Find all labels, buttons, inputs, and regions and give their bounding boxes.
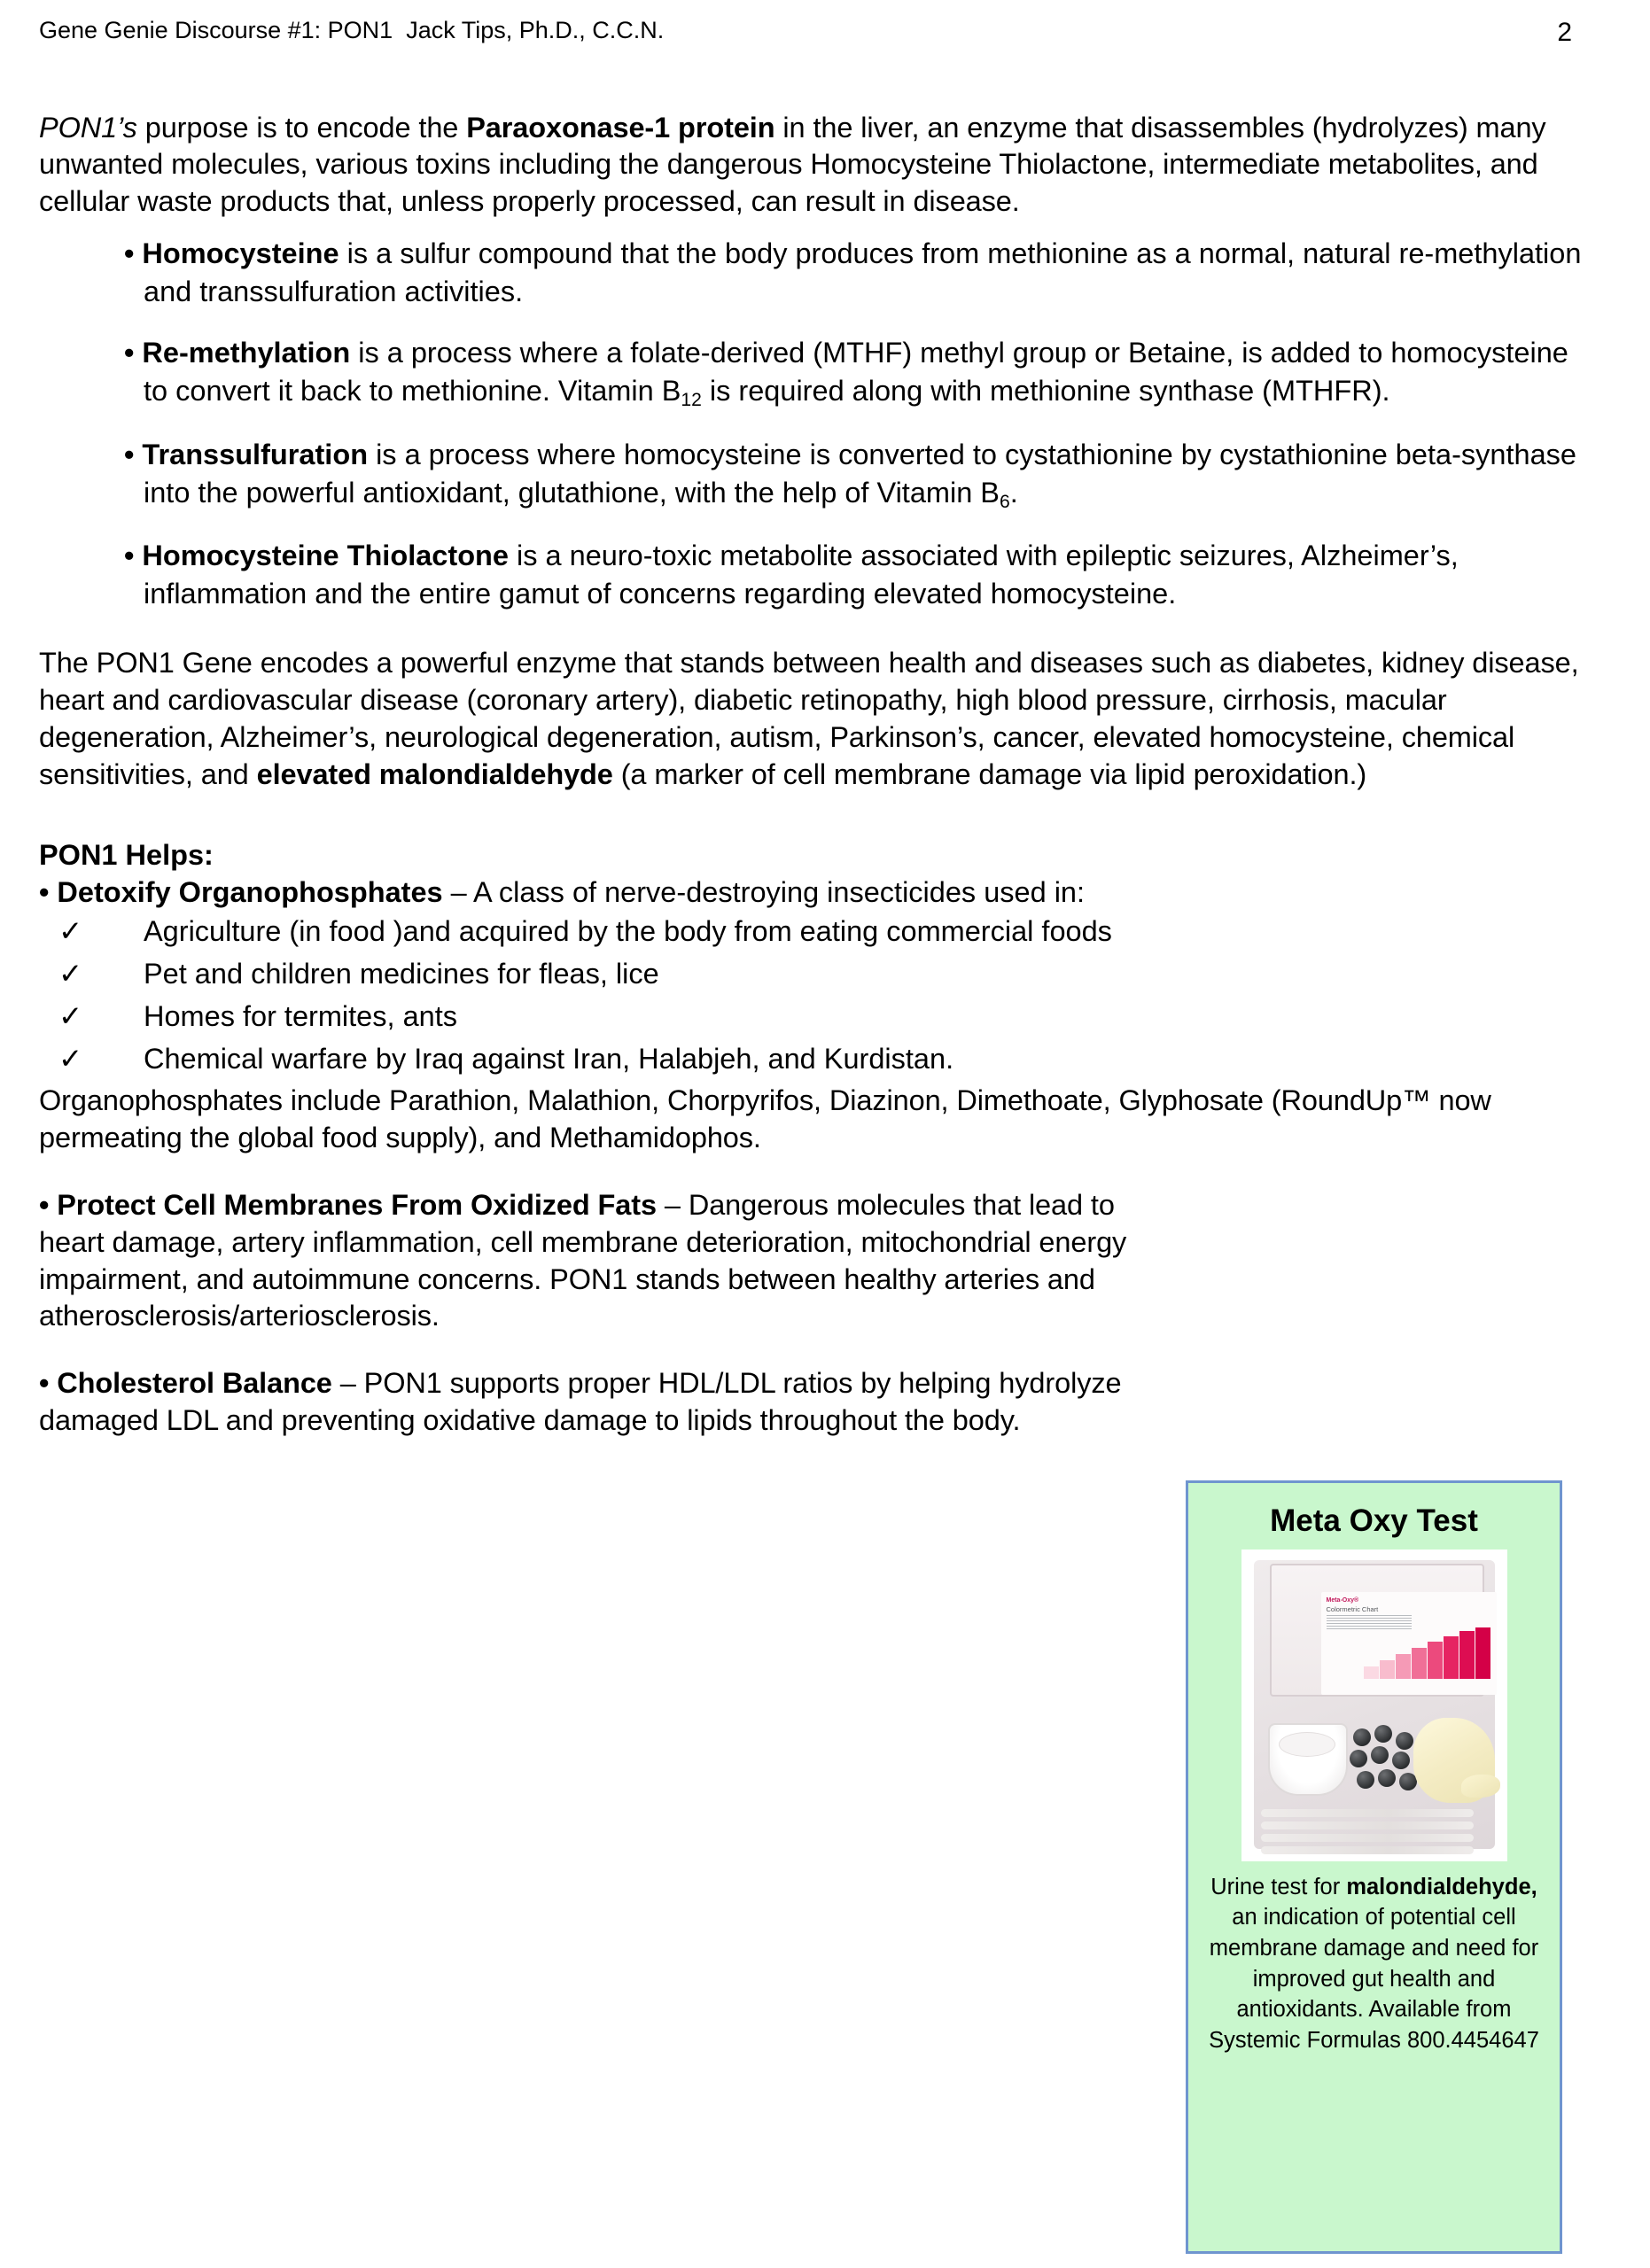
meta-oxy-caption bbox=[1201, 1872, 1547, 2056]
bullet-glyph: • bbox=[39, 876, 58, 909]
caption-line-3: Available from Systemic Formulas 800.4454647 bbox=[1209, 1997, 1539, 2053]
list-item bbox=[39, 913, 1296, 951]
intro-part2: in the liver, an enzyme that disassembles (hydrolyzes) many unwanted molecules, various toxins including the dangerous Homocysteine Thiolactone, intermediate metabolites, and cellular waste products that, unless properly processed, can result in disease. bbox=[39, 111, 1546, 218]
definition-item-re-methylation bbox=[39, 334, 1595, 413]
kit-lid bbox=[1270, 1564, 1484, 1697]
definition-term: Transsulfuration bbox=[142, 438, 369, 470]
intro-bold-protein: Paraoxonase-1 protein bbox=[466, 111, 775, 144]
meta-oxy-title: Meta Oxy Test bbox=[1270, 1503, 1478, 1538]
bullet-glyph: • bbox=[124, 438, 143, 470]
definition-term: Homocysteine bbox=[142, 237, 339, 270]
list-item bbox=[39, 955, 1296, 994]
pipettes bbox=[1261, 1805, 1483, 1854]
header-title: Gene Genie Discourse #1: PON1 Jack Tips, Ph.D., C.C.N. bbox=[39, 17, 665, 43]
chart-card-title: Meta-Oxy® bbox=[1326, 1596, 1359, 1604]
helps-text: – A class of nerve-destroying insecticides used in: bbox=[442, 876, 1086, 909]
list-item-label: Agriculture (in food )and acquired by the body from eating commercial foods bbox=[144, 915, 1112, 948]
check-icon: ✓ bbox=[58, 1000, 83, 1033]
definition-item-transsulfuration bbox=[39, 436, 1595, 515]
vial-tray bbox=[1350, 1725, 1424, 1799]
helps-text: – PON1 supports proper HDL/LDL ratios by helping hydrolyze damaged LDL and preventing oxidative damage to lipids throughout the body. bbox=[39, 1367, 1122, 1437]
caption-line-1: Urine test for bbox=[1210, 1874, 1341, 1899]
check-icon: ✓ bbox=[58, 958, 83, 990]
spacer bbox=[39, 1335, 1595, 1365]
gene-paragraph-part2: (a marker of cell membrane damage via lipid peroxidation.) bbox=[612, 757, 1367, 790]
spacer bbox=[39, 613, 1595, 645]
definition-item-homocysteine bbox=[39, 235, 1595, 311]
intro-lead-italic: PON1’s bbox=[39, 111, 137, 144]
vitamin-b12-subscript: 12 bbox=[681, 389, 702, 410]
helps-text: – Dangerous molecules that lead to heart damage, artery inflammation, cell membrane deterioration, mitochondrial energy impairment, and autoimmune concerns. PON1 stands between healthy arteries and atherosclerosis/arteriosclerosis. bbox=[39, 1188, 1127, 1332]
definition-term: Homocysteine Thiolactone bbox=[142, 540, 509, 572]
list-item-label: Pet and children medicines for fleas, lice bbox=[144, 958, 659, 990]
bullet-glyph: • bbox=[39, 1188, 58, 1221]
latex-gloves bbox=[1413, 1718, 1495, 1803]
caption-line-2: an indication of potential cell membrane damage and need for improved gut health and antioxidants. bbox=[1209, 1905, 1539, 2023]
list-item-label: Chemical warfare by Iraq against Iran, Halabjeh, and Kurdistan. bbox=[144, 1042, 954, 1075]
intro-part1: purpose is to encode the bbox=[136, 111, 467, 144]
spacer bbox=[39, 1157, 1595, 1187]
check-icon: ✓ bbox=[58, 915, 83, 948]
spacer bbox=[39, 794, 1595, 836]
helps-term: Detoxify Organophosphates bbox=[57, 876, 443, 909]
list-item bbox=[39, 1040, 1296, 1079]
bullet-glyph: • bbox=[39, 1367, 58, 1400]
intro-paragraph bbox=[39, 110, 1588, 221]
definition-text: is a sulfur compound that the body produces from methionine as a normal, natural re-methylation and transsulfuration activities. bbox=[144, 237, 1582, 308]
helps-item-protect-cell-membranes bbox=[39, 1187, 1151, 1336]
definition-item-homocysteine-thiolactone bbox=[39, 537, 1595, 613]
organophosphate-use-list bbox=[39, 913, 1595, 1079]
helps-item-detoxify bbox=[39, 874, 1285, 911]
definition-text-b: . bbox=[1009, 476, 1018, 509]
definition-text: is a neuro-toxic metabolite associated with epileptic seizures, Alzheimer’s, inflammation and the entire gamut of concerns regarding elevated homocysteine. bbox=[144, 540, 1459, 610]
color-gradient-scale bbox=[1364, 1629, 1491, 1679]
specimen-cup bbox=[1268, 1723, 1348, 1796]
meta-oxy-kit-photo bbox=[1241, 1550, 1507, 1861]
vitamin-b6-subscript: 6 bbox=[1000, 491, 1010, 512]
helps-term: Cholesterol Balance bbox=[57, 1367, 332, 1400]
chart-card-subtitle: Colormetric Chart bbox=[1326, 1604, 1379, 1613]
definition-text-b: is required along with methionine synthase (MTHFR). bbox=[701, 374, 1390, 407]
caption-bold-malondialdehyde: malondialdehyde, bbox=[1346, 1874, 1537, 1899]
colormetric-chart-card bbox=[1321, 1592, 1497, 1695]
helps-term: Protect Cell Membranes From Oxidized Fats bbox=[57, 1188, 657, 1221]
page-header bbox=[39, 16, 1595, 50]
definition-term: Re-methylation bbox=[142, 337, 351, 369]
gene-paragraph-part1: The PON1 Gene encodes a powerful enzyme that stands between health and diseases such as diabetes, kidney disease, heart and cardiovascular disease (coronary artery), diabetic retinopathy, high blood pressure, cirrhosis, macular degeneration, Alzheimer’s, neurological degeneration, autism, Parkinson’s, cancer, elevated homocysteine, chemical sensitivities, and bbox=[39, 647, 1579, 790]
gene-paragraph-bold-malondialdehyde: elevated malondialdehyde bbox=[256, 757, 613, 790]
definition-text-a: is a process where homocysteine is converted to cystathionine by cystathionine beta-synthase into the powerful antioxidant, glutathione, with the help of Vitamin B bbox=[144, 438, 1576, 509]
gene-paragraph bbox=[39, 645, 1588, 794]
list-item-label: Homes for termites, ants bbox=[144, 1000, 457, 1033]
page-number: 2 bbox=[1557, 18, 1572, 47]
bullet-glyph: • bbox=[124, 237, 143, 270]
meta-oxy-test-box bbox=[1186, 1480, 1562, 2254]
definition-text-a: is a process where a folate-derived (MTHF) methyl group or Betaine, is added to homocysteine to convert it back to methionine. Vitamin B bbox=[144, 337, 1568, 407]
helps-item-cholesterol-balance bbox=[39, 1365, 1151, 1440]
bullet-glyph: • bbox=[124, 337, 143, 369]
bullet-glyph: • bbox=[124, 540, 143, 572]
check-icon: ✓ bbox=[58, 1042, 83, 1075]
definition-bullet-list bbox=[39, 235, 1595, 613]
list-item bbox=[39, 998, 1296, 1037]
organophosphates-paragraph: Organophosphates include Parathion, Malathion, Chorpyrifos, Diazinon, Dimethoate, Glyphosate (RoundUp™ now permeating the global food supply), and Methamidophos. bbox=[39, 1084, 1491, 1153]
pon1-helps-heading: PON1 Helps: bbox=[39, 838, 214, 871]
